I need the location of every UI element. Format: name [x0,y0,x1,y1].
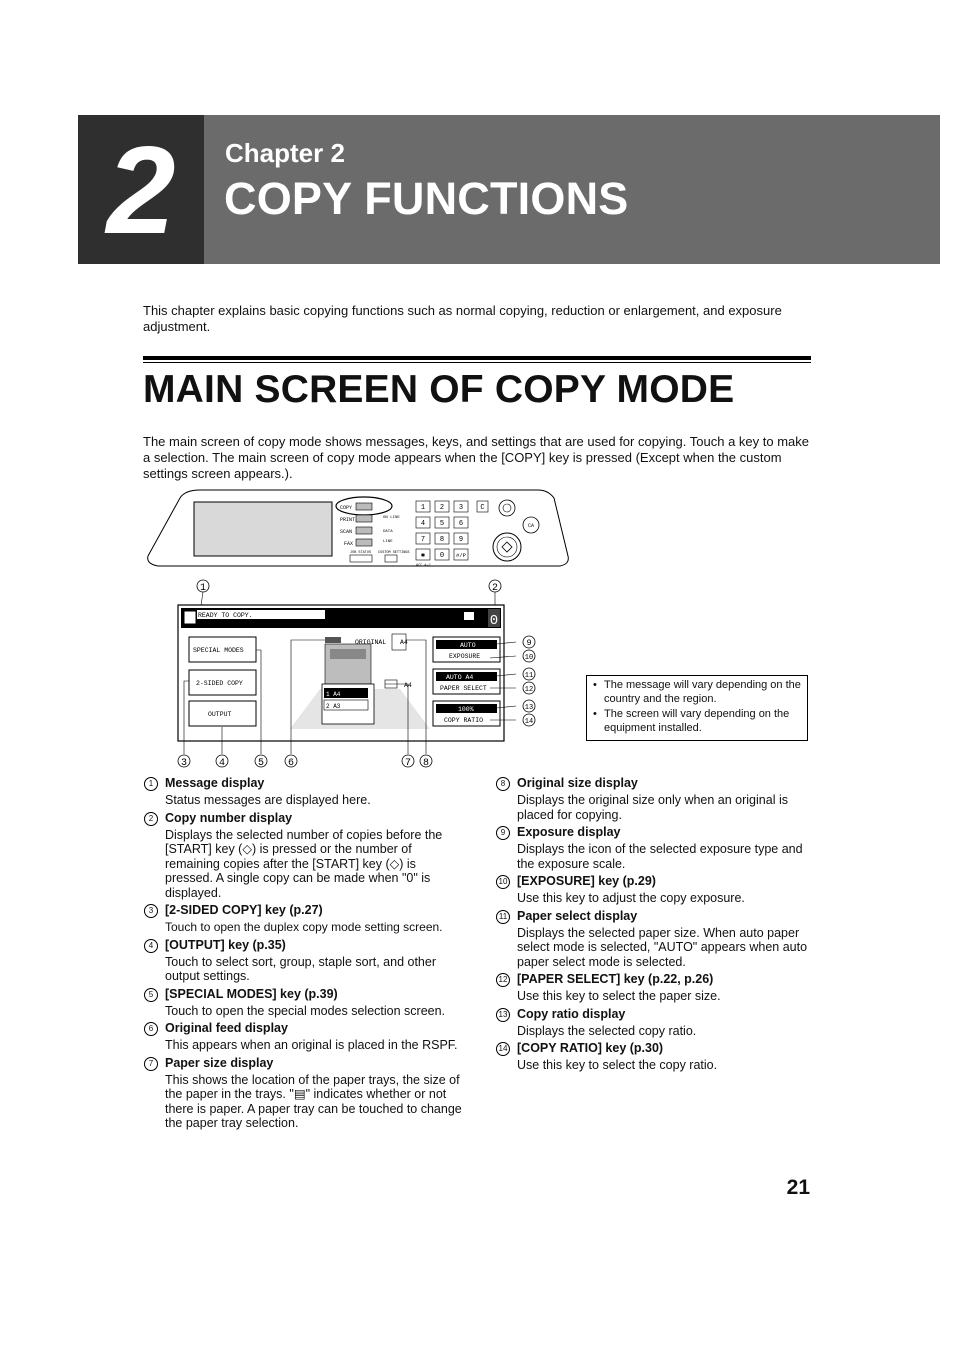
item-number: 1 [144,777,158,791]
item-title: [2-SIDED COPY] key (p.27) [165,903,323,917]
figure-svg [140,484,580,774]
scan-key-label: SCAN [340,529,353,535]
job-status-key[interactable] [350,555,372,562]
key-2-label: 2 [439,504,445,512]
copy-mode-icon [185,612,195,623]
special-modes-label: SPECIAL MODES [193,647,244,654]
callout-8-label: 8 [422,758,430,769]
item-title: Original feed display [165,1021,288,1035]
key-8-label: 8 [439,536,445,544]
two-sided-copy-label: 2-SIDED COPY [196,680,243,687]
item-desc: Use this key to adjust the copy exposure. [517,891,745,905]
power-save-key[interactable] [499,500,515,516]
job-icon [464,612,474,620]
description-item [495,775,815,822]
original-size: A4 [400,639,408,646]
fax-key[interactable] [356,539,372,546]
copy-mode-figure [140,484,580,774]
item-desc: Displays the original size only when an original is placed for copying. [517,793,788,822]
section-description: The main screen of copy mode shows messages, keys, and settings that are used for copying. Touch a key to make a selection. The main screen of copy mode appears when the [COPY] key is pressed (Except when the custom settings screen appears.). [143,434,809,481]
chapter-title: COPY FUNCTIONS [224,173,629,224]
callout-3-label: 3 [180,758,188,769]
description-item [143,775,463,808]
exposure-label: EXPOSURE [449,653,481,660]
description-item [495,1040,815,1073]
note-item: • The screen will vary depending on the equipment installed. [593,707,801,735]
key-7-label: 7 [420,536,426,544]
item-number: 4 [144,939,158,953]
item-desc: Displays the selected number of copies before the [START] key (◇) is pressed or the number of remaining copies after the [START] key (◇) is pressed. A single copy can be made when "0" is displayed. [165,827,443,900]
item-number: 12 [496,973,510,987]
copy-key-label: COPY [340,505,353,511]
item-desc: Touch to open the duplex copy mode setting screen. [165,920,443,934]
item-title: Paper select display [517,908,638,923]
panel-lcd [194,502,332,556]
description-item [495,1006,815,1039]
description-item [495,971,815,1004]
callout-9-label: 9 [526,638,532,648]
item-number: 9 [496,826,510,840]
key-4-label: 4 [420,520,426,528]
item-desc: Touch to select sort, group, staple sort, and other output settings. [165,954,436,983]
description-item [143,937,463,984]
callout-7-label: 7 [404,758,412,769]
item-number: 10 [496,875,510,889]
fax-key-label: FAX [344,541,354,547]
item-title: Original size display [517,776,638,790]
scan-key[interactable] [356,527,372,534]
job-status-label: JOB STATUS [350,551,372,555]
callout-5-label: 5 [257,758,265,769]
message-text: READY TO COPY. [198,612,253,619]
tray-1-label: 1 A4 [326,691,341,698]
callout-12-label: 12 [524,686,534,694]
original-feed-icon [325,637,341,643]
item-title: [COPY RATIO] key (p.30) [517,1041,664,1055]
online-label: ON LINE [383,516,400,520]
callout-4-label: 4 [218,758,226,769]
callout-11-label: 11 [524,672,534,680]
original-label: ORIGINAL [355,639,387,646]
description-item [143,1020,463,1053]
item-number: 11 [496,910,510,924]
item-number: 8 [496,777,510,791]
callout-13-label: 13 [524,704,534,712]
paper-size: A4 [404,682,412,689]
item-title: Copy number display [165,810,293,825]
output-label: OUTPUT [208,711,232,718]
callout-6-label: 6 [287,758,295,769]
copy-number: 0 [489,613,499,629]
custom-settings-label: CUSTOM SETTINGS [378,551,410,555]
key-hash-p-label: #/P [456,552,466,559]
item-title: [EXPOSURE] key (p.29) [517,874,656,888]
description-list-left [143,775,463,1133]
item-title: [PAPER SELECT] key (p.22, p.26) [517,972,714,986]
description-item [495,873,815,906]
item-desc: Displays the selected copy ratio. [517,1023,697,1038]
print-key-label: PRINT [340,517,356,523]
machine-rspf [330,649,366,659]
description-item [143,1055,463,1131]
description-list-right [495,775,815,1075]
copy-key[interactable] [356,503,372,510]
item-desc: This appears when an original is placed in the RSPF. [165,1038,458,1052]
item-desc: This shows the location of the paper trays, the size of the paper in the trays. "▤" indicates whether or not there is paper. A paper tray can be touched to change the paper tray selection. [165,1072,462,1130]
description-item [143,902,463,935]
exposure-value: AUTO [460,642,476,649]
item-title: [OUTPUT] key (p.35) [165,937,286,952]
item-title: Message display [165,776,265,790]
description-item [143,986,463,1019]
print-key[interactable] [356,515,372,522]
callout-2-label: 2 [491,583,499,594]
paper-select-value: AUTO A4 [446,674,474,681]
copy-ratio-label: COPY RATIO [444,717,484,724]
item-number: 5 [144,988,158,1002]
callout-14-label: 14 [524,718,534,726]
access-label: ACC.#-C [416,564,431,568]
line-label: LINE [383,540,393,544]
item-desc: Status messages are displayed here. [165,793,371,807]
item-desc: Displays the selected paper size. When auto paper select mode is selected, "AUTO" appears when auto paper select mode is selected. [517,925,808,969]
section-rule-thin [143,362,811,363]
description-item [143,810,463,901]
chapter-intro: This chapter explains basic copying functions such as normal copying, reduction or enlargement, and exposure adjustment. [143,303,782,334]
key-6-label: 6 [458,520,464,528]
item-number: 6 [144,1022,158,1036]
section-title: MAIN SCREEN OF COPY MODE [143,368,735,411]
custom-settings-key[interactable] [385,555,397,562]
item-title: Paper size display [165,1055,274,1070]
description-item [495,824,815,871]
item-number: 13 [496,1008,510,1022]
item-title: Exposure display [517,825,621,839]
callout-1-label: 1 [199,583,207,594]
item-desc: Use this key to select the paper size. [517,989,721,1003]
key-5-label: 5 [439,520,445,528]
paper-select-label: PAPER SELECT [440,685,487,692]
note-item: • The message will vary depending on the country and the region. [593,678,801,706]
chapter-banner [204,115,940,264]
key-3-label: 3 [458,504,464,512]
key-9-label: 9 [458,536,464,544]
item-desc: Displays the icon of the selected exposure type and the exposure scale. [517,842,803,871]
page-number: 21 [786,1176,810,1199]
note-box [586,675,808,741]
clear-key-label: C [480,504,485,512]
data-label: DATA [383,530,393,534]
item-title: Copy ratio display [517,1006,626,1021]
item-title: [SPECIAL MODES] key (p.39) [165,986,338,1001]
item-number: 7 [144,1057,158,1071]
key-asterisk-label: ✱ [420,552,426,560]
item-number: 14 [496,1042,510,1056]
item-desc: Touch to open the special modes selection screen. [165,1003,446,1018]
item-desc: Use this key to select the copy ratio. [517,1058,718,1072]
copy-ratio-value: 100% [458,706,474,713]
key-0-label: 0 [439,552,445,560]
tray-2-label: 2 A3 [326,703,341,710]
ca-key-label: CA [527,523,535,529]
key-1-label: 1 [420,504,426,512]
callout-10-label: 10 [524,654,534,662]
section-rule [143,356,811,360]
chapter-label: Chapter 2 [225,138,345,168]
item-number: 3 [144,904,158,918]
description-item [495,908,815,970]
chapter-number: 2 [106,122,176,260]
item-number: 2 [144,812,158,826]
chapter-number-box [78,115,204,264]
